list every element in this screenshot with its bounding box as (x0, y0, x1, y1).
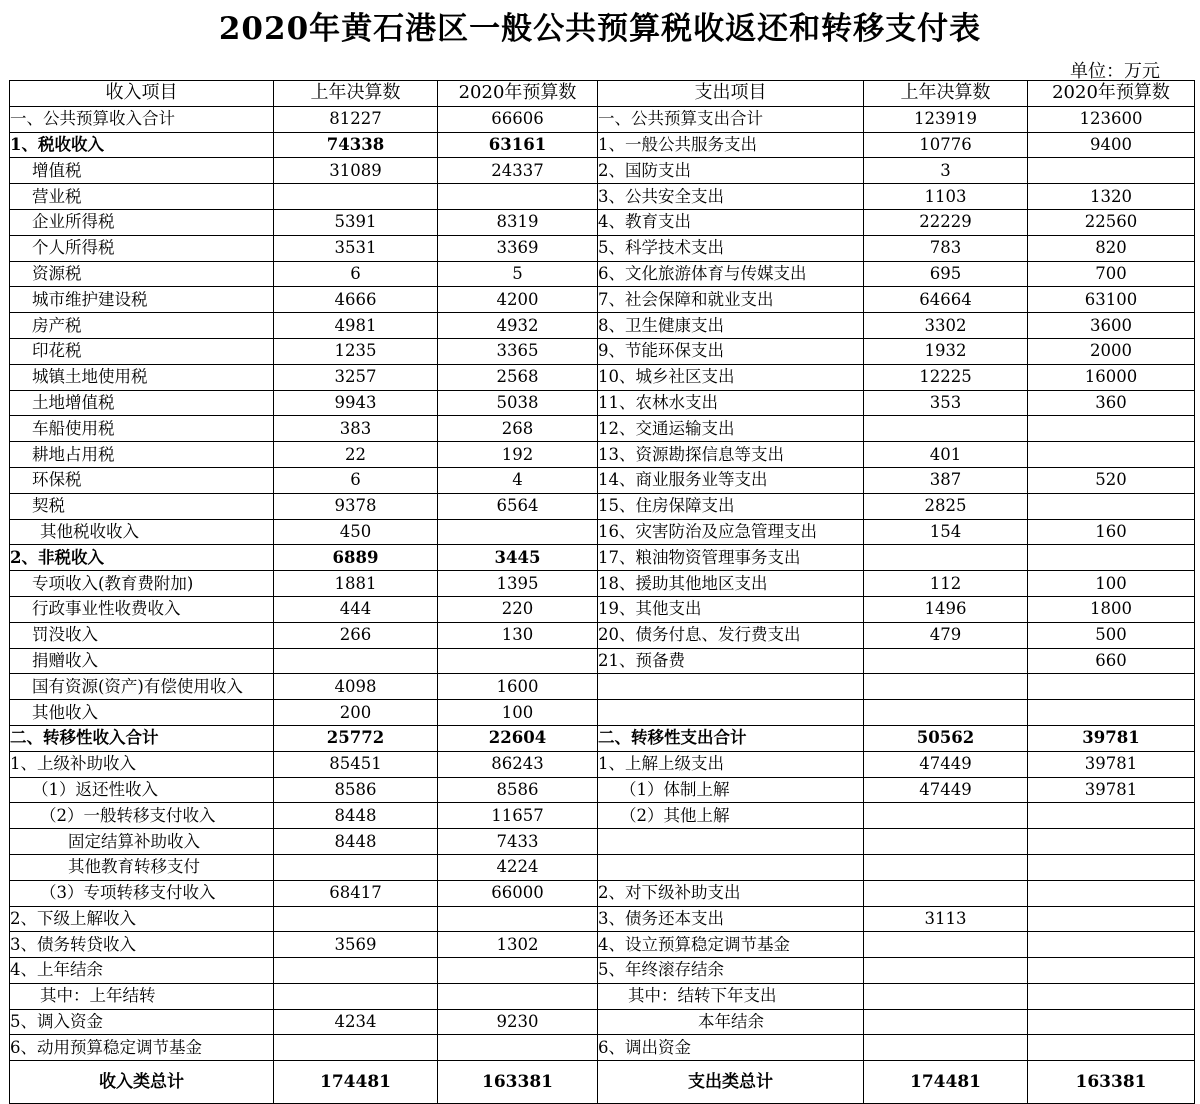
income-prev-value: 4098 (274, 674, 438, 700)
income-budget-value: 1302 (438, 932, 598, 958)
income-budget-value: 1395 (438, 571, 598, 597)
income-prev-value: 383 (274, 416, 438, 442)
table-row (10, 880, 1195, 906)
table-row (10, 106, 1195, 132)
income-prev-value (274, 648, 438, 674)
expense-prev-value: 47449 (864, 777, 1028, 803)
income-prev-value: 3257 (274, 364, 438, 390)
table-row (10, 596, 1195, 622)
income-budget-value (438, 519, 598, 545)
income-budget-value: 8319 (438, 209, 598, 235)
income-item: 城镇土地使用税 (10, 364, 274, 390)
expense-item: 一、公共预算支出合计 (598, 106, 864, 132)
expense-item: 20、债务付息、发行费支出 (598, 622, 864, 648)
income-prev-value (274, 958, 438, 984)
income-item: 其他税收收入 (10, 519, 274, 545)
income-item: 房产税 (10, 313, 274, 339)
income-item: 1、上级补助收入 (10, 751, 274, 777)
expense-prev-value: 783 (864, 235, 1028, 261)
expense-prev-value: 2825 (864, 493, 1028, 519)
expense-budget-value: 660 (1028, 648, 1195, 674)
income-budget-value: 2568 (438, 364, 598, 390)
expense-prev-value: 387 (864, 467, 1028, 493)
income-item: 行政事业性收费收入 (10, 596, 274, 622)
expense-prev-value: 50562 (864, 725, 1028, 751)
expense-prev-value (864, 829, 1028, 855)
income-prev-value: 200 (274, 700, 438, 726)
income-total-label: 收入类总计 (10, 1061, 274, 1104)
expense-prev-value: 10776 (864, 132, 1028, 158)
expense-budget-value (1028, 545, 1195, 571)
table-row (10, 906, 1195, 932)
expense-budget-value (1028, 416, 1195, 442)
table-row (10, 235, 1195, 261)
table-row (10, 416, 1195, 442)
income-budget-value: 3369 (438, 235, 598, 261)
expense-prev-value (864, 1035, 1028, 1061)
table-row (10, 313, 1195, 339)
income-budget-value: 4932 (438, 313, 598, 339)
expense-item: 3、债务还本支出 (598, 906, 864, 932)
income-budget-value: 11657 (438, 803, 598, 829)
expense-item: 本年结余 (598, 1009, 864, 1035)
expense-item: 19、其他支出 (598, 596, 864, 622)
table-row (10, 829, 1195, 855)
income-budget-value: 4224 (438, 854, 598, 880)
table-row (10, 1009, 1195, 1035)
expense-budget-value (1028, 854, 1195, 880)
table-row (10, 751, 1195, 777)
expense-prev-value (864, 958, 1028, 984)
expense-item: 8、卫生健康支出 (598, 313, 864, 339)
table-body (10, 81, 1195, 1104)
expense-budget-value: 39781 (1028, 751, 1195, 777)
income-budget-value: 220 (438, 596, 598, 622)
income-budget-value: 66606 (438, 106, 598, 132)
expense-budget-value: 100 (1028, 571, 1195, 597)
income-budget-value (438, 906, 598, 932)
income-budget-value: 3445 (438, 545, 598, 571)
income-item: 罚没收入 (10, 622, 274, 648)
expense-item: 1、一般公共服务支出 (598, 132, 864, 158)
expense-item: （2）其他上解 (598, 803, 864, 829)
header-income-item: 收入项目 (10, 81, 274, 107)
income-budget-value: 130 (438, 622, 598, 648)
expense-budget-value (1028, 829, 1195, 855)
table-row (10, 648, 1195, 674)
expense-prev-value (864, 803, 1028, 829)
header-income-prev: 上年决算数 (274, 81, 438, 107)
income-item: 专项收入(教育费附加) (10, 571, 274, 597)
expense-item: 9、节能环保支出 (598, 338, 864, 364)
income-item: 一、公共预算收入合计 (10, 106, 274, 132)
header-row (10, 81, 1195, 107)
expense-prev-value: 401 (864, 442, 1028, 468)
income-item: 企业所得税 (10, 209, 274, 235)
income-item: 2、下级上解收入 (10, 906, 274, 932)
expense-prev-value: 12225 (864, 364, 1028, 390)
income-prev-value: 25772 (274, 725, 438, 751)
expense-prev-value: 123919 (864, 106, 1028, 132)
table-row (10, 803, 1195, 829)
income-item: 3、债务转贷收入 (10, 932, 274, 958)
income-item: （1）返还性收入 (10, 777, 274, 803)
expense-budget-value (1028, 1035, 1195, 1061)
expense-budget-value (1028, 700, 1195, 726)
expense-item: （1）体制上解 (598, 777, 864, 803)
table-row (10, 209, 1195, 235)
expense-prev-value: 1932 (864, 338, 1028, 364)
expense-item (598, 854, 864, 880)
expense-budget-value: 39781 (1028, 777, 1195, 803)
expense-item: 17、粮油物资管理事务支出 (598, 545, 864, 571)
income-prev-value: 9378 (274, 493, 438, 519)
expense-item: 2、对下级补助支出 (598, 880, 864, 906)
income-prev-value: 4981 (274, 313, 438, 339)
expense-prev-value (864, 648, 1028, 674)
income-prev-value: 444 (274, 596, 438, 622)
table-row (10, 338, 1195, 364)
income-prev-value: 8448 (274, 803, 438, 829)
income-budget-value (438, 958, 598, 984)
expense-budget-value (1028, 442, 1195, 468)
header-expense-item: 支出项目 (598, 81, 864, 107)
expense-budget-value (1028, 803, 1195, 829)
expense-item: 21、预备费 (598, 648, 864, 674)
income-prev-value (274, 1035, 438, 1061)
income-prev-value: 85451 (274, 751, 438, 777)
expense-prev-value: 479 (864, 622, 1028, 648)
expense-prev-value (864, 932, 1028, 958)
income-budget-value (438, 983, 598, 1009)
table-row (10, 364, 1195, 390)
expense-budget-value (1028, 958, 1195, 984)
income-prev-value: 3569 (274, 932, 438, 958)
expense-prev-value: 3302 (864, 313, 1028, 339)
expense-budget-value: 16000 (1028, 364, 1195, 390)
expense-total-prev: 174481 (864, 1061, 1028, 1104)
expense-budget-value: 2000 (1028, 338, 1195, 364)
expense-budget-value: 123600 (1028, 106, 1195, 132)
expense-budget-value: 360 (1028, 390, 1195, 416)
income-item: 其中：上年结转 (10, 983, 274, 1009)
table-row (10, 700, 1195, 726)
income-budget-value: 6564 (438, 493, 598, 519)
table-row (10, 390, 1195, 416)
expense-budget-value: 22560 (1028, 209, 1195, 235)
income-budget-value: 192 (438, 442, 598, 468)
income-budget-value: 268 (438, 416, 598, 442)
income-prev-value: 8448 (274, 829, 438, 855)
income-budget-value: 24337 (438, 158, 598, 184)
income-item: 其他收入 (10, 700, 274, 726)
table-row (10, 622, 1195, 648)
income-item: 土地增值税 (10, 390, 274, 416)
income-item: 营业税 (10, 184, 274, 210)
expense-prev-value: 3113 (864, 906, 1028, 932)
table-row (10, 777, 1195, 803)
table-row (10, 1035, 1195, 1061)
income-prev-value: 4666 (274, 287, 438, 313)
table-row (10, 261, 1195, 287)
expense-budget-value: 520 (1028, 467, 1195, 493)
income-item: 4、上年结余 (10, 958, 274, 984)
income-prev-value: 450 (274, 519, 438, 545)
income-item: （2）一般转移支付收入 (10, 803, 274, 829)
expense-prev-value: 112 (864, 571, 1028, 597)
income-prev-value: 266 (274, 622, 438, 648)
income-prev-value: 9943 (274, 390, 438, 416)
table-row (10, 725, 1195, 751)
expense-budget-value: 820 (1028, 235, 1195, 261)
income-prev-value: 3531 (274, 235, 438, 261)
expense-item: 4、设立预算稳定调节基金 (598, 932, 864, 958)
income-item: 捐赠收入 (10, 648, 274, 674)
header-expense-prev: 上年决算数 (864, 81, 1028, 107)
income-budget-value: 86243 (438, 751, 598, 777)
income-item: 其他教育转移支付 (10, 854, 274, 880)
expense-budget-value: 1800 (1028, 596, 1195, 622)
expense-prev-value: 353 (864, 390, 1028, 416)
expense-item: 4、教育支出 (598, 209, 864, 235)
income-budget-value: 1600 (438, 674, 598, 700)
expense-budget-value: 39781 (1028, 725, 1195, 751)
income-item: 环保税 (10, 467, 274, 493)
income-item: 资源税 (10, 261, 274, 287)
expense-item: 6、调出资金 (598, 1035, 864, 1061)
income-prev-value: 81227 (274, 106, 438, 132)
income-item: 耕地占用税 (10, 442, 274, 468)
income-item: 车船使用税 (10, 416, 274, 442)
expense-prev-value (864, 854, 1028, 880)
expense-item: 10、城乡社区支出 (598, 364, 864, 390)
expense-item: 18、援助其他地区支出 (598, 571, 864, 597)
expense-prev-value: 22229 (864, 209, 1028, 235)
expense-prev-value (864, 880, 1028, 906)
expense-budget-value (1028, 906, 1195, 932)
expense-prev-value: 154 (864, 519, 1028, 545)
income-item: 二、转移性收入合计 (10, 725, 274, 751)
expense-item (598, 700, 864, 726)
table-row (10, 158, 1195, 184)
expense-item: 7、社会保障和就业支出 (598, 287, 864, 313)
expense-item: 12、交通运输支出 (598, 416, 864, 442)
income-budget-value: 7433 (438, 829, 598, 855)
expense-budget-value (1028, 880, 1195, 906)
unit-label: 单位：万元 (1070, 61, 1160, 82)
expense-item: 6、文化旅游体育与传媒支出 (598, 261, 864, 287)
income-budget-value: 63161 (438, 132, 598, 158)
expense-item: 1、上解上级支出 (598, 751, 864, 777)
income-total-budget: 163381 (438, 1061, 598, 1104)
table-row (10, 983, 1195, 1009)
expense-budget-value: 63100 (1028, 287, 1195, 313)
expense-item: 3、公共安全支出 (598, 184, 864, 210)
expense-budget-value (1028, 1009, 1195, 1035)
table-row (10, 467, 1195, 493)
income-prev-value: 68417 (274, 880, 438, 906)
table-row (10, 519, 1195, 545)
income-budget-value: 22604 (438, 725, 598, 751)
income-budget-value: 4 (438, 467, 598, 493)
income-total-prev: 174481 (274, 1061, 438, 1104)
income-budget-value: 4200 (438, 287, 598, 313)
table-row (10, 184, 1195, 210)
expense-item: 2、国防支出 (598, 158, 864, 184)
income-prev-value: 6889 (274, 545, 438, 571)
table-row (10, 545, 1195, 571)
income-item: 个人所得税 (10, 235, 274, 261)
table-row (10, 932, 1195, 958)
income-item: 增值税 (10, 158, 274, 184)
income-item: 印花税 (10, 338, 274, 364)
income-prev-value (274, 983, 438, 1009)
expense-prev-value: 1103 (864, 184, 1028, 210)
expense-prev-value: 1496 (864, 596, 1028, 622)
income-prev-value (274, 854, 438, 880)
header-expense-budget: 2020年预算数 (1028, 81, 1195, 107)
income-item: 固定结算补助收入 (10, 829, 274, 855)
expense-item: 其中：结转下年支出 (598, 983, 864, 1009)
income-item: 契税 (10, 493, 274, 519)
expense-prev-value: 695 (864, 261, 1028, 287)
expense-prev-value: 47449 (864, 751, 1028, 777)
income-item: （3）专项转移支付收入 (10, 880, 274, 906)
income-prev-value: 31089 (274, 158, 438, 184)
income-prev-value: 8586 (274, 777, 438, 803)
expense-item (598, 829, 864, 855)
income-prev-value: 1235 (274, 338, 438, 364)
expense-prev-value: 3 (864, 158, 1028, 184)
income-budget-value (438, 184, 598, 210)
income-prev-value: 4234 (274, 1009, 438, 1035)
expense-budget-value: 1320 (1028, 184, 1195, 210)
income-budget-value: 3365 (438, 338, 598, 364)
income-item: 2、非税收入 (10, 545, 274, 571)
expense-item: 11、农林水支出 (598, 390, 864, 416)
table-row (10, 493, 1195, 519)
income-budget-value: 5 (438, 261, 598, 287)
expense-budget-value: 500 (1028, 622, 1195, 648)
income-item: 城市维护建设税 (10, 287, 274, 313)
expense-budget-value: 700 (1028, 261, 1195, 287)
income-budget-value: 8586 (438, 777, 598, 803)
income-prev-value: 5391 (274, 209, 438, 235)
expense-item: 5、年终滚存结余 (598, 958, 864, 984)
income-budget-value: 5038 (438, 390, 598, 416)
expense-item: 16、灾害防治及应急管理支出 (598, 519, 864, 545)
expense-budget-value (1028, 983, 1195, 1009)
income-item: 5、调入资金 (10, 1009, 274, 1035)
expense-item (598, 674, 864, 700)
table-row (10, 287, 1195, 313)
income-budget-value: 100 (438, 700, 598, 726)
expense-item: 5、科学技术支出 (598, 235, 864, 261)
expense-prev-value (864, 416, 1028, 442)
income-item: 1、税收收入 (10, 132, 274, 158)
expense-prev-value (864, 1009, 1028, 1035)
income-budget-value: 9230 (438, 1009, 598, 1035)
table-row (10, 571, 1195, 597)
expense-prev-value (864, 545, 1028, 571)
expense-budget-value: 160 (1028, 519, 1195, 545)
table-row (10, 132, 1195, 158)
table-row (10, 674, 1195, 700)
expense-item: 15、住房保障支出 (598, 493, 864, 519)
expense-total-label: 支出类总计 (598, 1061, 864, 1104)
expense-item: 14、商业服务业等支出 (598, 467, 864, 493)
table-row (10, 958, 1195, 984)
header-income-budget: 2020年预算数 (438, 81, 598, 107)
expense-prev-value (864, 983, 1028, 1009)
expense-budget-value: 3600 (1028, 313, 1195, 339)
income-prev-value: 6 (274, 261, 438, 287)
expense-prev-value: 64664 (864, 287, 1028, 313)
expense-budget-value (1028, 493, 1195, 519)
income-prev-value: 6 (274, 467, 438, 493)
income-item: 6、动用预算稳定调节基金 (10, 1035, 274, 1061)
table-row (10, 854, 1195, 880)
income-budget-value: 66000 (438, 880, 598, 906)
income-budget-value (438, 648, 598, 674)
income-prev-value (274, 906, 438, 932)
income-prev-value (274, 184, 438, 210)
income-item: 国有资源(资产)有偿使用收入 (10, 674, 274, 700)
expense-budget-value (1028, 932, 1195, 958)
expense-item: 二、转移性支出合计 (598, 725, 864, 751)
income-prev-value: 74338 (274, 132, 438, 158)
expense-item: 13、资源勘探信息等支出 (598, 442, 864, 468)
page-title: 2020年黄石港区一般公共预算税收返还和转移支付表 (218, 11, 982, 47)
table-row (10, 442, 1195, 468)
expense-budget-value (1028, 674, 1195, 700)
expense-prev-value (864, 700, 1028, 726)
expense-prev-value (864, 674, 1028, 700)
totals-row (10, 1061, 1195, 1104)
income-prev-value: 22 (274, 442, 438, 468)
expense-budget-value (1028, 158, 1195, 184)
expense-budget-value: 9400 (1028, 132, 1195, 158)
income-prev-value: 1881 (274, 571, 438, 597)
budget-table (9, 80, 1195, 1104)
expense-total-budget: 163381 (1028, 1061, 1195, 1104)
income-budget-value (438, 1035, 598, 1061)
